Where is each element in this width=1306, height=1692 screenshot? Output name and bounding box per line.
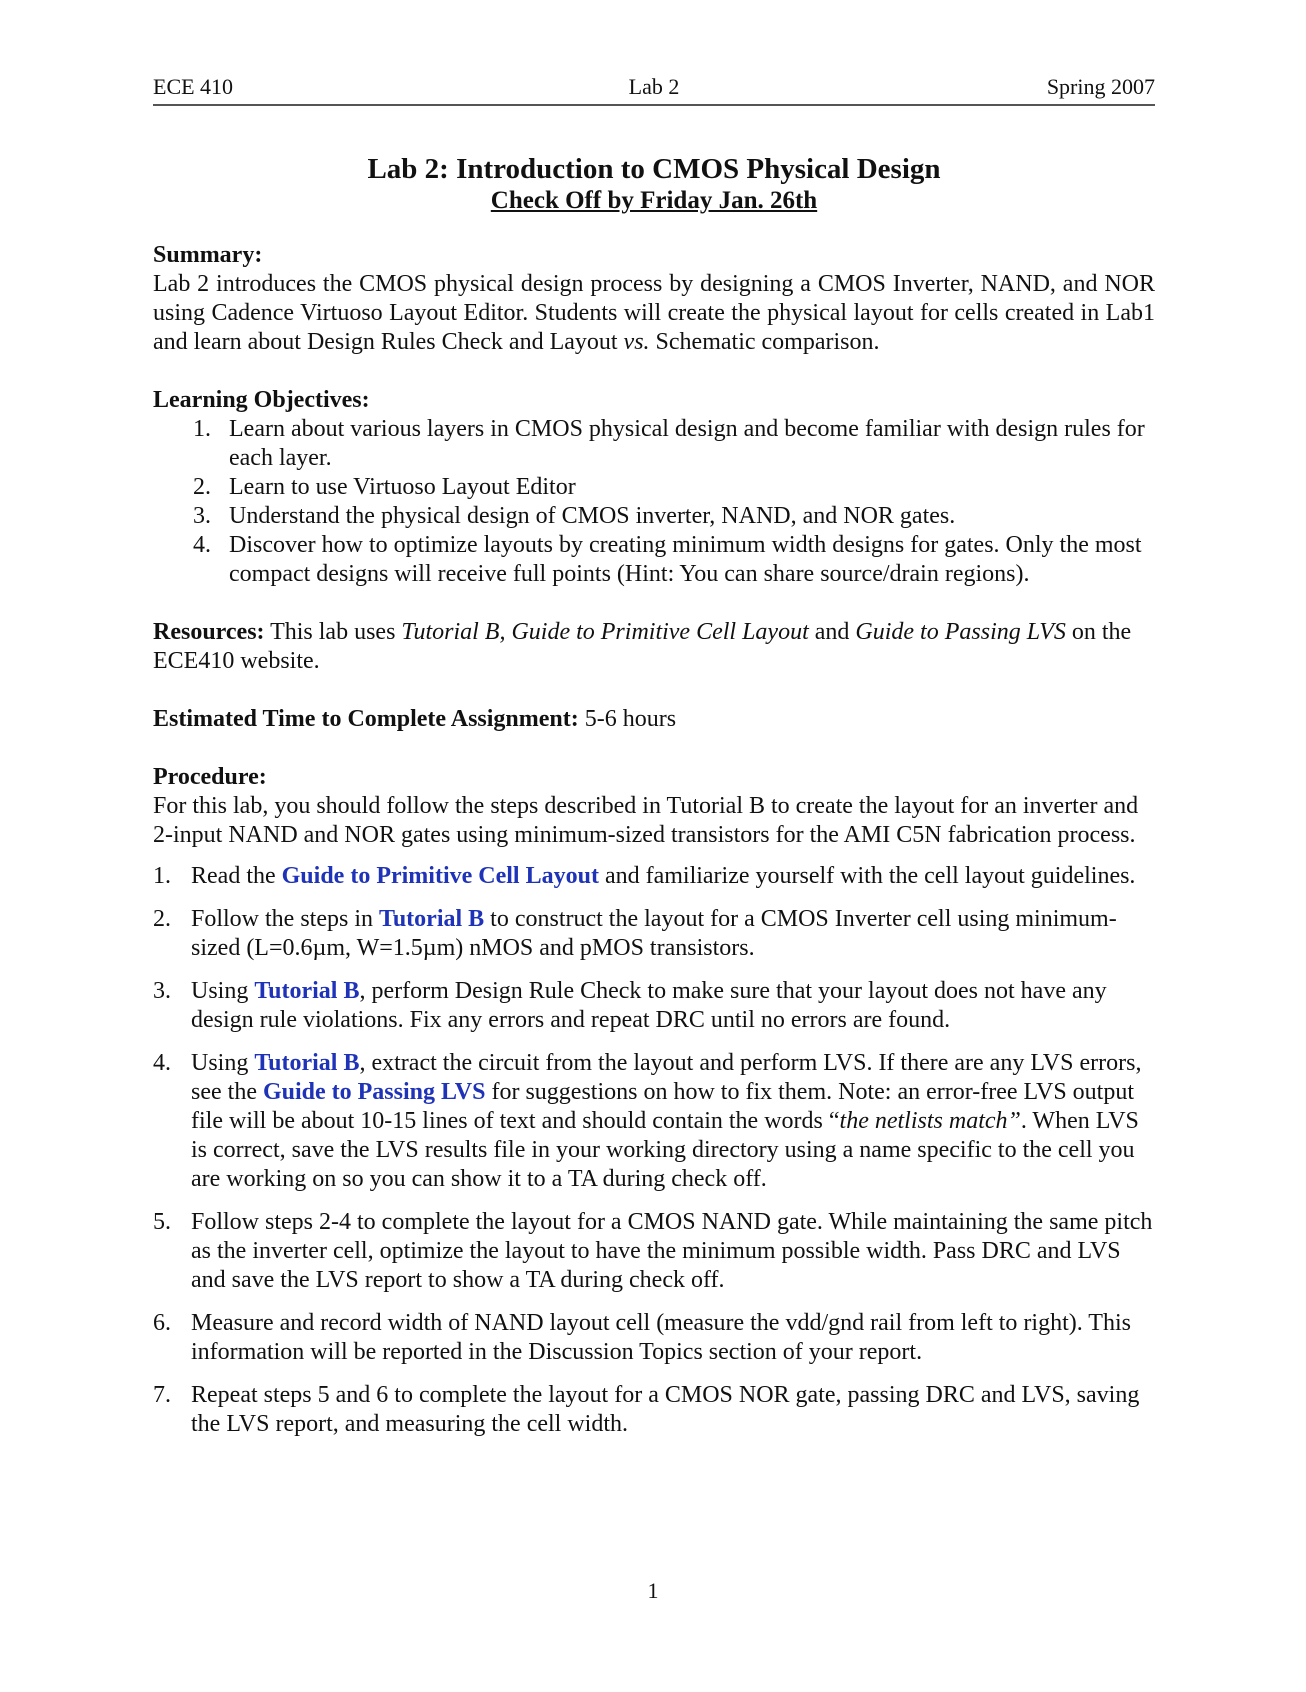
estimated-time-section (153, 705, 1155, 734)
list-item-text: Discover how to optimize layouts by creating minimum width designs for gates. Only the most compact designs will receive full points (Hint: You can share source/drain regions). (229, 532, 1142, 587)
procedure-step (153, 1208, 1155, 1295)
step-text: to construct the layout for a CMOS Inverter cell using minimum-sized (L=0.6µm, W=1.5µm) nMOS and pMOS transistors. (191, 906, 1117, 961)
list-item-text: Learn about various layers in CMOS physical design and become familiar with design rules for each layer. (229, 416, 1145, 471)
tutorial-b-link[interactable]: Tutorial B (379, 906, 485, 932)
objectives-heading: Learning Objectives: (153, 387, 370, 413)
resources-doc-title: Guide to Passing LVS (855, 619, 1066, 645)
resources-section (153, 618, 1155, 676)
procedure-step (153, 1049, 1155, 1194)
list-item-number: 1. (193, 416, 211, 442)
summary-section (153, 241, 1155, 357)
step-number: 7. (153, 1382, 171, 1408)
step-text: , perform Design Rule Check to make sure that your layout does not have any design rule violations. Fix any errors and repeat DRC until no errors are found. (191, 978, 1107, 1033)
step-text: Using (191, 1050, 255, 1076)
header-lab: Lab 2 (628, 74, 680, 99)
page-title: Lab 2: Introduction to CMOS Physical Design (367, 153, 941, 185)
summary-heading: Summary: (153, 242, 263, 268)
list-item-number: 2. (193, 474, 211, 500)
list-item (153, 531, 1155, 589)
page-subtitle: Check Off by Friday Jan. 26th (490, 187, 818, 214)
procedure-steps (153, 862, 1155, 1439)
list-item-text: Understand the physical design of CMOS inverter, NAND, and NOR gates. (229, 503, 956, 529)
procedure-step (153, 977, 1155, 1035)
guide-primitive-cell-link[interactable]: Guide to Primitive Cell Layout (281, 863, 599, 889)
step-number: 6. (153, 1310, 171, 1336)
step-text: Follow steps 2-4 to complete the layout for a CMOS NAND gate. While maintaining the same pitch as the inverter cell, optimize the layout to have the minimum possible width. Pass DRC and LVS and save the LVS report to show a TA during check off. (191, 1209, 1153, 1293)
step-text: Read the (191, 863, 282, 889)
summary-text-part-2: Schematic comparison. (649, 329, 880, 355)
step-text: and familiarize yourself with the cell layout guidelines. (598, 863, 1136, 889)
estimated-time-heading: Estimated Time to Complete Assignment: (153, 706, 579, 732)
objectives-list (153, 415, 1155, 589)
resources-heading: Resources: (153, 619, 265, 645)
resources-text (153, 618, 1155, 676)
resources-text-part: and (808, 619, 856, 645)
step-text: Using (191, 978, 255, 1004)
step-quote: the netlists match” (839, 1108, 1021, 1134)
step-number: 4. (153, 1050, 171, 1076)
list-item-number: 4. (193, 532, 211, 558)
list-item (153, 473, 1155, 502)
step-number: 1. (153, 863, 171, 889)
header-course: ECE 410 (153, 74, 234, 99)
procedure-heading: Procedure: (153, 764, 267, 790)
resources-text-part: This lab uses (264, 619, 402, 645)
running-header (153, 74, 1155, 106)
procedure-intro: For this lab, you should follow the steps described in Tutorial B to create the layout for an inverter and 2-input NAND and NOR gates using minimum-sized transistors for the AMI C5N fabrication process. (153, 793, 1139, 848)
guide-passing-lvs-link[interactable]: Guide to Passing LVS (262, 1079, 486, 1105)
list-item (153, 415, 1155, 473)
procedure-step (153, 1381, 1155, 1439)
step-text: Measure and record width of NAND layout cell (measure the vdd/gnd rail from left to right). This information will be reported in the Discussion Topics section of your report. (191, 1310, 1131, 1365)
step-text: Follow the steps in (191, 906, 380, 932)
tutorial-b-link[interactable]: Tutorial B (254, 978, 360, 1004)
header-term: Spring 2007 (1046, 74, 1155, 99)
step-text: , extract the circuit from the layout and perform LVS. If there are any LVS errors, see the (191, 1050, 1142, 1105)
procedure-section (153, 763, 1155, 1439)
summary-text-part-1: Lab 2 introduces the CMOS physical design process by designing a CMOS Inverter, NAND, and NOR using Cadence Virtuoso Layout Editor. Students will create the physical layout for cells created in Lab1 and learn about Design Rules Check and Layout (153, 271, 1155, 355)
list-item-number: 3. (193, 503, 211, 529)
procedure-step (153, 862, 1155, 891)
page-number: 1 (647, 1578, 659, 1603)
step-number: 2. (153, 906, 171, 932)
objectives-section (153, 386, 1155, 589)
summary-text-vs: vs. (623, 329, 650, 355)
title-block (153, 152, 1155, 216)
procedure-step (153, 1309, 1155, 1367)
step-text: for suggestions on how to fix them. Note: an error-free LVS output file will be about 10-15 lines of text and should contain the words “ (191, 1079, 1134, 1134)
resources-text-part: on the ECE410 website. (153, 619, 1132, 674)
estimated-time-value: 5-6 hours (578, 706, 677, 732)
resources-doc-title: Tutorial B, Guide to Primitive Cell Layout (401, 619, 809, 645)
step-number: 5. (153, 1209, 171, 1235)
estimated-time-text (153, 705, 1155, 734)
summary-text (153, 270, 1155, 357)
step-number: 3. (153, 978, 171, 1004)
tutorial-b-link[interactable]: Tutorial B (254, 1050, 360, 1076)
step-text: . When LVS is correct, save the LVS results file in your working directory using a name specific to the cell you are working on so you can show it to a TA during check off. (191, 1108, 1139, 1192)
list-item (153, 502, 1155, 531)
list-item-text: Learn to use Virtuoso Layout Editor (229, 474, 576, 500)
step-text: Repeat steps 5 and 6 to complete the layout for a CMOS NOR gate, passing DRC and LVS, saving the LVS report, and measuring the cell width. (191, 1382, 1140, 1437)
procedure-step (153, 905, 1155, 963)
document-body (153, 241, 1155, 1453)
